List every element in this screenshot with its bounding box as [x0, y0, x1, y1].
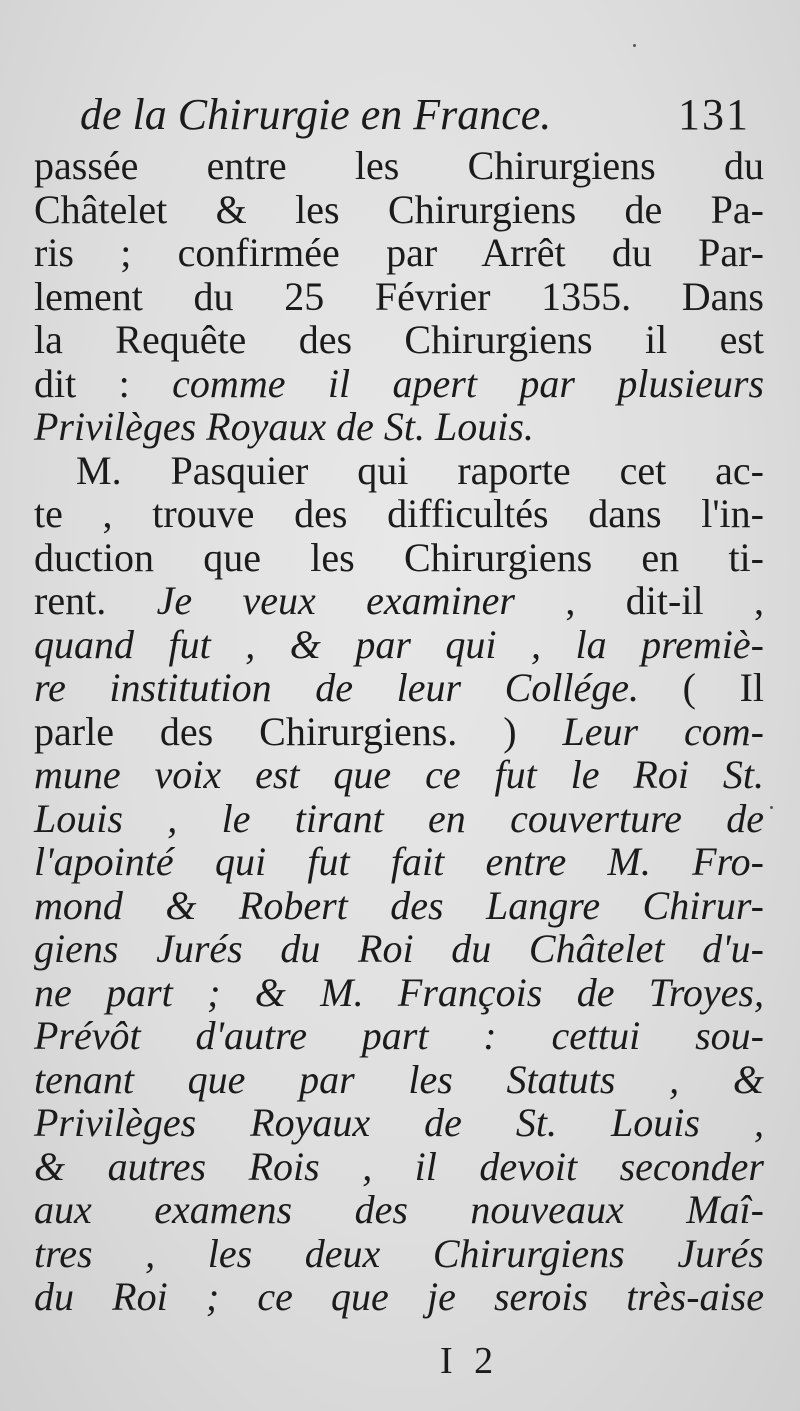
- text-line: l'apointé qui fut fait entre M. Fro-: [34, 839, 764, 884]
- text-line: te , trouve des difficultés dans l'in-: [34, 491, 764, 536]
- text-line: [34, 405, 764, 449]
- text-line: Privilèges Royaux de St. Louis ,: [34, 1100, 764, 1145]
- scan-speck: [770, 806, 773, 809]
- text-line: & autres Rois , il devoit seconder: [34, 1143, 764, 1189]
- text-line: aux examens des nouveaux Maî-: [34, 1187, 764, 1232]
- text-line: tenant que par les Statuts , &: [34, 1056, 764, 1102]
- signature-mark: I 2: [440, 1340, 500, 1382]
- text-line: ne part ; & M. François de Troyes,: [34, 969, 764, 1015]
- body-text: [34, 144, 764, 1319]
- quotation: comme il apert par plusieurs: [172, 360, 765, 406]
- running-head: [80, 88, 780, 142]
- text-line: [34, 623, 764, 667]
- text-line: la Requête des Chirurgiens il est: [34, 317, 764, 362]
- quotation: re institution de leur Collége.: [34, 665, 640, 710]
- text-line: lement du 25 Février 1355. Dans: [34, 273, 764, 319]
- text-line: Châtelet & les Chirurgiens de Pa-: [34, 186, 764, 232]
- quotation: Je veux examiner: [156, 578, 515, 623]
- quotation: quand fut , & par qui , la premiè-: [34, 621, 764, 667]
- text-line: rent. Je veux examiner , dit-il ,: [34, 578, 764, 623]
- page-number: 131: [678, 90, 750, 139]
- text-line: parle des Chirurgiens. ) Leur com-: [34, 708, 764, 754]
- quotation: Leur com-: [562, 708, 764, 754]
- running-title: de la Chirurgie en France.: [80, 90, 552, 139]
- text-line: M. Pasquier qui raporte cet ac-: [76, 447, 764, 493]
- text-line: re institution de leur Collége. ( Il: [34, 665, 764, 710]
- text-line: mune voix est que ce fut le Roi St.: [34, 752, 764, 797]
- text-line: dit : comme il apert par plusieurs: [34, 360, 765, 406]
- quotation: Privilèges Royaux de St. Louis.: [34, 404, 534, 449]
- text-line: mond & Robert des Langre Chirur-: [34, 882, 764, 928]
- text-line: passée entre les Chirurgiens du: [34, 143, 764, 188]
- text-line: Louis , le tirant en couverture de: [34, 795, 764, 841]
- scan-speck: [633, 44, 636, 47]
- text-line: duction que les Chirurgiens en ti-: [34, 534, 764, 580]
- text-line: tres , les deux Chirurgiens Jurés: [34, 1230, 764, 1276]
- text-line: ris ; confirmée par Arrêt du Par-: [34, 230, 764, 275]
- text-line: Prévôt d'autre part : cettui sou-: [34, 1013, 764, 1058]
- text-line: du Roi ; ce que je serois très-aise: [34, 1274, 764, 1319]
- text-line: giens Jurés du Roi du Châtelet d'u-: [34, 926, 764, 971]
